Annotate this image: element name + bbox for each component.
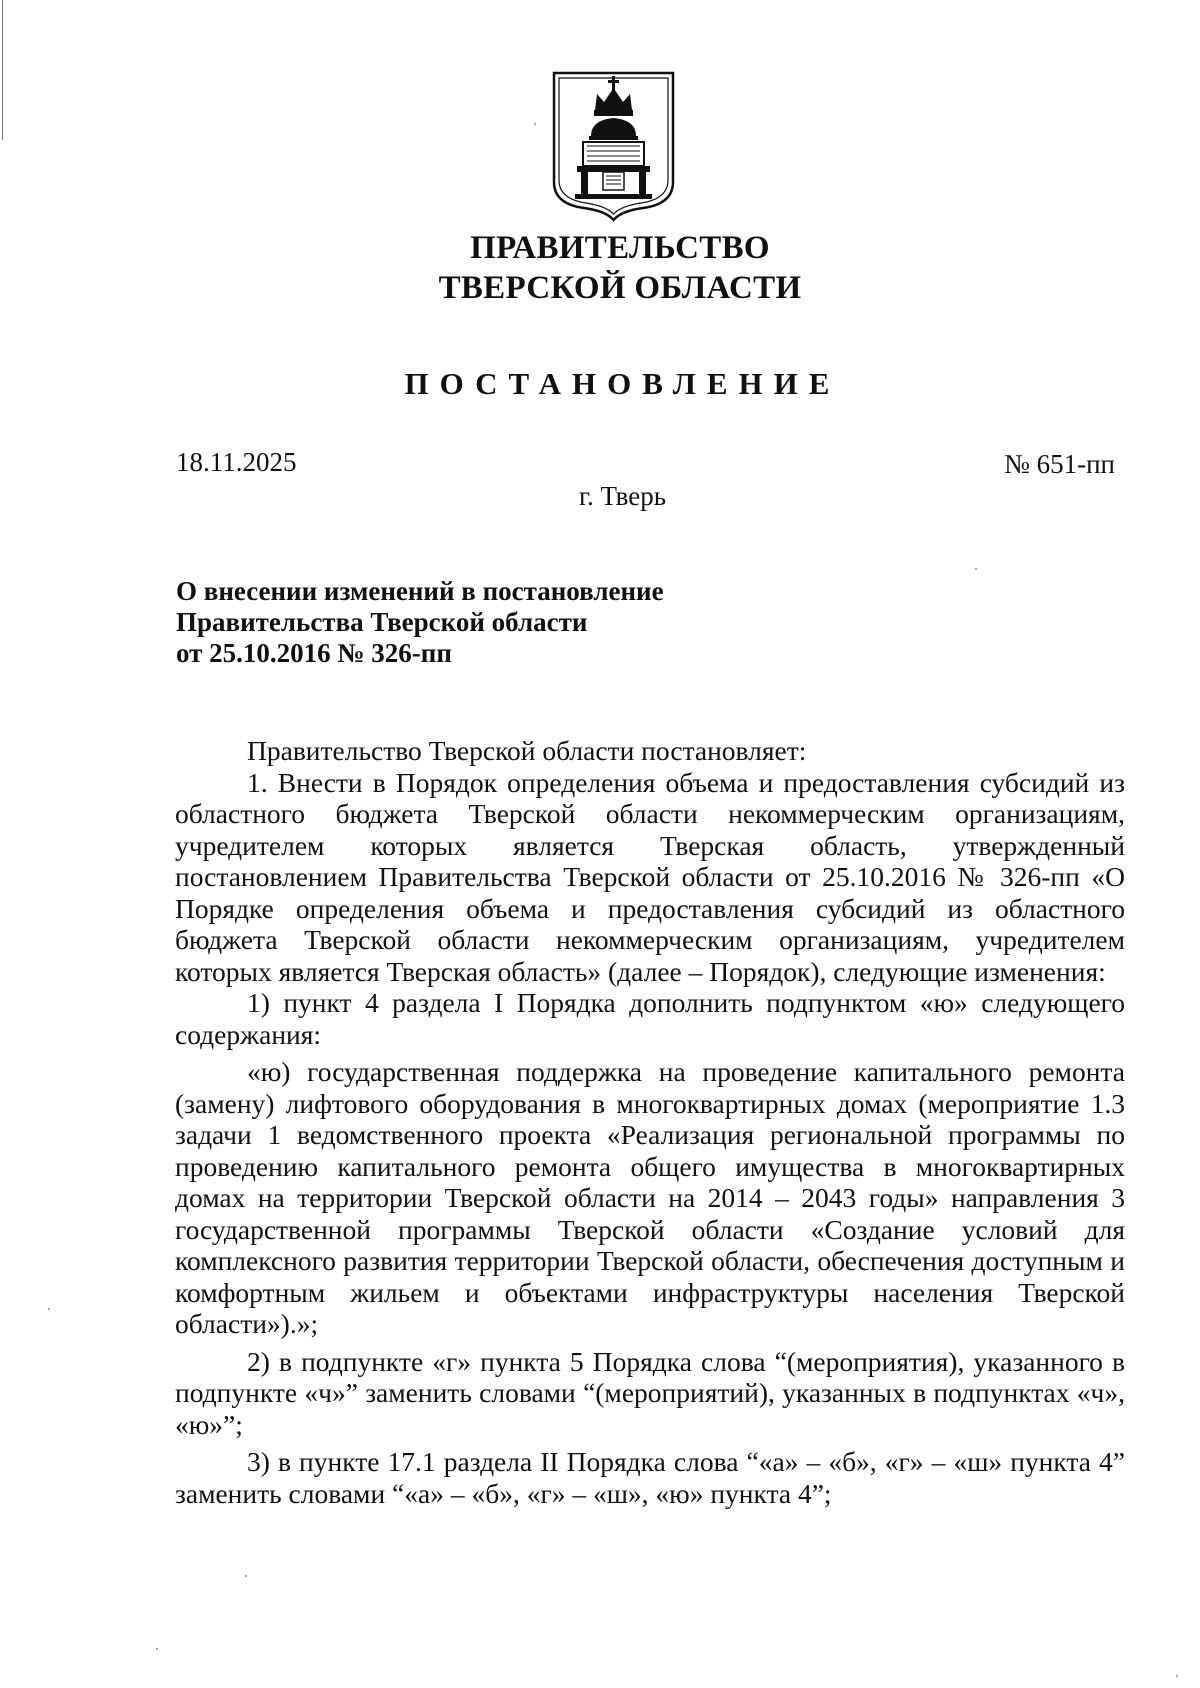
document-body bbox=[175, 735, 1125, 1509]
government-name-line-1: ПРАВИТЕЛЬСТВО bbox=[470, 230, 770, 266]
government-name-line-2: ТВЕРСКОЙ ОБЛАСТИ bbox=[438, 270, 802, 306]
document-number: № 651-пп bbox=[1004, 449, 1115, 479]
subitem-3-paragraph: 3) в пункте 17.1 раздела II Порядка слова “«а» – «б», «г» – «ш» пункта 4” заменить словами “«а» – «б», «г» – «ш», «ю» пункта 4”; bbox=[175, 1446, 1125, 1509]
subitem-2-paragraph: 2) в подпункте «г» пункта 5 Порядка слова “(мероприятия), указанного в подпункте «ч»” заменить словами “(мероприятий), указанных в подпунктах «ч», «ю»”; bbox=[175, 1345, 1125, 1440]
scan-speck bbox=[534, 123, 536, 125]
document-type-title: ПОСТАНОВЛЕНИЕ bbox=[404, 366, 841, 401]
subject-line-2: Правительства Тверской области bbox=[176, 607, 588, 637]
scan-speck bbox=[1176, 1675, 1178, 1677]
scan-speck bbox=[245, 1575, 247, 1577]
document-subject bbox=[176, 576, 664, 669]
subject-line-1: О внесении изменений в постановление bbox=[176, 576, 664, 606]
subitem-1-quote-paragraph: «ю) государственная поддержка на проведение капитального ремонта (замену) лифтового оборудования в многоквартирных домах (мероприятие 1.3 задачи 1 ведомственного проекта «Реализация региональной программы по проведению капитального ремонта общего имущества в многоквартирных домах на территории Тверской области на 2014 – 2043 годы» направления 3 государственной программы Тверской области «Создание условий для комплексного развития территории Тверской области, обеспечения доступным и комфортным жильем и объектами инфраструктуры населения Тверской области»).»; bbox=[175, 1056, 1125, 1339]
scan-speck bbox=[156, 1648, 158, 1650]
scan-edge-line bbox=[2, 0, 3, 140]
subitem-1-paragraph: 1) пункт 4 раздела I Порядка дополнить подпунктом «ю» следующего содержания: bbox=[175, 987, 1125, 1050]
government-heading bbox=[0, 228, 1200, 308]
tver-coat-of-arms-icon bbox=[551, 70, 676, 222]
document-city: г. Тверь bbox=[578, 481, 667, 511]
scan-speck bbox=[48, 1308, 50, 1310]
item-1-paragraph: 1. Внести в Порядок определения объема и предоставления субсидий из областного бюджета Тверской области некоммерческим организациям, учредителем которых является Тверская область, утвержденный постановлением Правительства Тверской области от 25.10.2016 № 326-пп «О Порядке определения объема и предоставления субсидий из областного бюджета Тверской области некоммерческим организациям, учредителем которых является Тверская область» (далее – Порядок), следующие изменения: bbox=[175, 766, 1125, 987]
intro-paragraph: Правительство Тверской области постановляет: bbox=[247, 735, 807, 766]
document-date: 18.11.2025 bbox=[176, 447, 297, 477]
subject-line-3: от 25.10.2016 № 326-пп bbox=[176, 638, 452, 668]
scan-speck bbox=[975, 568, 977, 570]
